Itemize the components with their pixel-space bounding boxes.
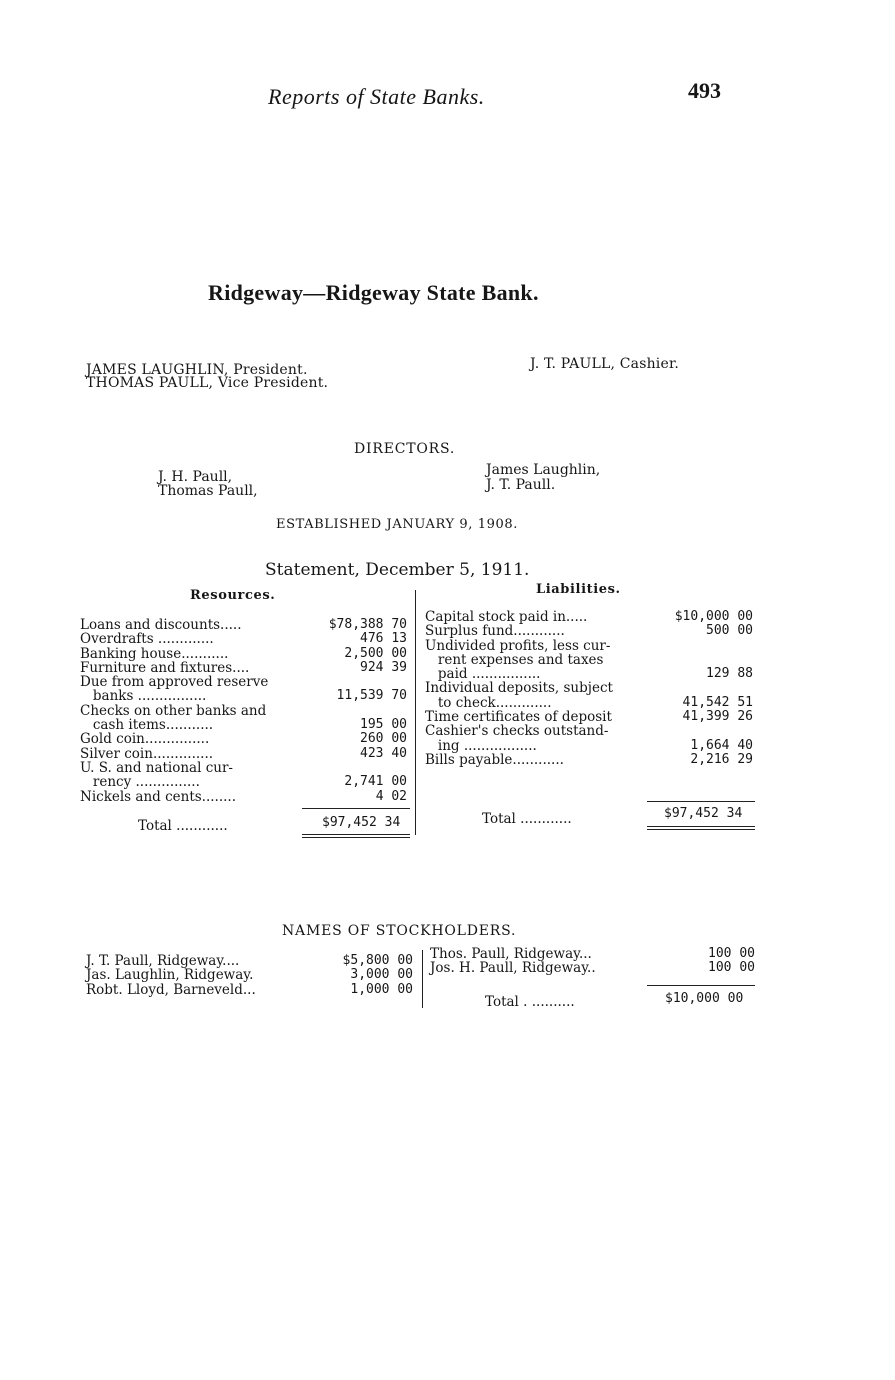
liabilities-total-label: Total ............ [482,811,572,827]
officer-president: JAMES LAUGHLIN, President. [86,362,308,378]
table-row [425,624,753,638]
liabilities-total-amount: $97,452 34 [664,806,743,821]
running-head: Reports of State Banks. [268,84,485,109]
resources-double-rule [302,834,410,835]
stockholders-heading: NAMES OF STOCKHOLDERS. [282,923,517,939]
line-label: Silver coin.............. [80,745,214,762]
stockholders-right-list [430,947,755,976]
line-label: to check............. [425,694,552,711]
directors-heading: DIRECTORS. [354,441,456,457]
list-item [86,954,413,968]
liabilities-table [425,610,753,767]
line-label: Overdrafts ............. [80,631,214,648]
line-amount: 500 00 [706,623,753,639]
table-row [80,761,407,775]
director-name: James Laughlin, [486,462,601,478]
table-row [425,739,753,753]
line-label: Furniture and fixtures.... [80,659,250,676]
table-row [425,653,753,667]
liabilities-double-rule [647,826,755,827]
line-label: Undivided profits, less cur- [425,637,611,654]
line-label: U. S. and national cur- [80,759,233,776]
stockholder-amount: $5,800 00 [342,953,413,968]
line-amount: 2,216 29 [690,751,753,767]
line-amount: 2,741 00 [344,774,407,790]
table-row [80,661,407,675]
officer-cashier: J. T. PAULL, Cashier. [530,356,679,372]
line-label: rency ............... [80,774,200,791]
table-row [80,675,407,689]
line-amount: 195 00 [360,717,407,733]
line-label: Surplus fund............ [425,623,565,640]
line-label: cash items........... [80,717,214,734]
line-label: ing ................. [425,737,537,754]
resources-total-label: Total ............ [138,818,228,834]
director-name: Thomas Paull, [158,483,258,499]
line-amount: 2,500 00 [344,645,407,661]
stockholder-amount: 3,000 00 [350,967,413,983]
line-amount: 129 88 [706,666,753,682]
line-label: banks ................ [80,688,207,705]
stockholders-sum-rule [647,985,755,986]
table-row [80,790,407,804]
stockholders-total-amount: $10,000 00 [665,991,744,1006]
line-label: Due from approved reserve [80,674,269,691]
liabilities-heading: Liabilities. [536,582,621,597]
table-row [80,647,407,661]
table-row [425,696,753,710]
line-label: Capital stock paid in..... [425,609,588,625]
list-item [86,968,413,982]
stockholder-name: Robt. Lloyd, Barneveld... [86,981,256,998]
resources-table [80,618,407,804]
list-item [430,961,755,975]
table-row [80,718,407,732]
table-row [425,681,753,695]
table-row [80,732,407,746]
table-row [425,667,753,681]
table-row [80,747,407,761]
line-amount: 924 39 [360,659,407,675]
table-row [80,689,407,703]
list-item [86,983,413,997]
stockholder-amount: 100 00 [708,946,755,961]
line-amount: 41,399 26 [682,709,753,725]
line-label: Bills payable............ [425,751,564,768]
stockholders-left-list [86,954,413,997]
table-row [425,710,753,724]
officer-vice-president: THOMAS PAULL, Vice President. [86,375,329,391]
line-amount: 41,542 51 [682,694,753,710]
stockholder-name: Jas. Laughlin, Ridgeway. [86,967,254,984]
established-date: ESTABLISHED JANUARY 9, 1908. [276,517,518,532]
line-label: Banking house........... [80,645,229,662]
line-label: Individual deposits, subject [425,680,613,697]
liabilities-sum-rule [647,801,755,802]
table-row [425,639,753,653]
line-label: Nickels and cents........ [80,788,237,805]
resources-double-rule [302,837,410,838]
table-row [80,775,407,789]
column-divider [422,950,423,1008]
bank-title: Ridgeway—Ridgeway State Bank. [208,280,539,305]
stockholders-total-label: Total . .......... [485,994,575,1010]
line-amount: 423 40 [360,745,407,761]
table-row [425,753,753,767]
table-row [425,610,753,624]
stockholder-name: Thos. Paull, Ridgeway... [430,946,592,962]
line-amount: $10,000 00 [674,609,753,624]
director-name: J. H. Paull, [158,469,233,485]
line-label: Checks on other banks and [80,702,267,719]
line-amount: $78,388 70 [328,617,407,632]
table-row [80,618,407,632]
page-number: 493 [688,78,721,103]
table-row [80,632,407,646]
stockholder-amount: 1,000 00 [350,981,413,997]
stockholder-amount: 100 00 [708,960,755,976]
line-label: paid ................ [425,666,541,683]
line-label: rent expenses and taxes [425,651,604,668]
line-amount: 11,539 70 [336,688,407,704]
line-label: Time certificates of deposit [425,709,612,726]
line-amount: 4 02 [375,788,407,804]
line-label: Cashier's checks outstand- [425,723,609,740]
line-amount: 476 13 [360,631,407,647]
line-label: Gold coin............... [80,731,210,748]
statement-title: Statement, December 5, 1911. [265,560,530,580]
column-divider [415,590,416,835]
resources-total-amount: $97,452 34 [322,815,401,830]
stockholder-name: Jos. H. Paull, Ridgeway.. [430,960,596,977]
list-item [430,947,755,961]
director-name: J. T. Paull. [486,477,556,493]
liabilities-double-rule [647,829,755,830]
resources-sum-rule [302,808,410,809]
table-row [425,724,753,738]
line-amount: 260 00 [360,731,407,747]
resources-heading: Resources. [190,588,276,603]
line-amount: 1,664 40 [690,737,753,753]
stockholder-name: J. T. Paull, Ridgeway.... [86,953,240,969]
table-row [80,704,407,718]
line-label: Loans and discounts..... [80,617,242,633]
